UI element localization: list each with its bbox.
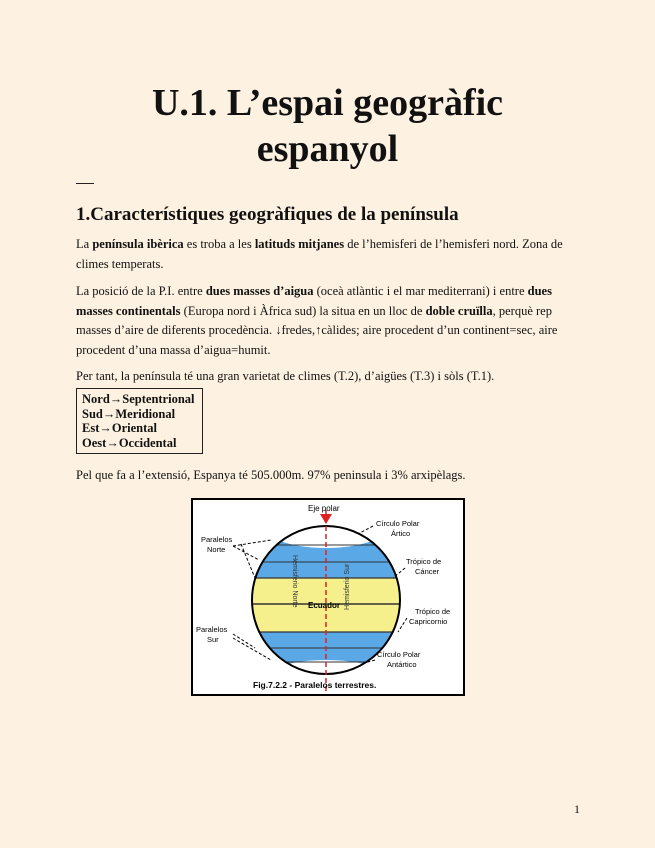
p2-bold-2: dues masses continentals [76, 284, 552, 318]
direction-row: Est→Oriental [82, 421, 158, 435]
p2-text-3: (Europa nord i Àfrica sud) la situa en un lloc de [180, 303, 426, 318]
direction-row: Nord→Septentrional [82, 392, 195, 406]
leader-line [233, 546, 259, 560]
label-tropico-cancer-2: Cáncer [415, 567, 440, 576]
parallels-figure [191, 498, 465, 696]
title-line-1: U.1. L’espai geogràfic [151, 82, 504, 124]
label-circulo-antartico-2: Antártico [387, 660, 417, 669]
label-ecuador: Ecuador [308, 601, 341, 610]
paragraph-position [76, 282, 580, 360]
label-paralelos-sur-2: Sur [207, 635, 219, 644]
title-line-2: espanyol [256, 128, 399, 170]
leader-line [358, 526, 373, 534]
label-circulo-artico-1: Círculo Polar [376, 519, 420, 528]
label-hemisferio-sur: Hemisferio Sur [344, 563, 351, 610]
p1-bold-1: península ibèrica [92, 237, 184, 251]
label-paralelos-norte-2: Norte [207, 545, 226, 554]
p2-bold-1: dues masses d’aigua [205, 284, 314, 298]
leader-line [233, 540, 271, 546]
figure-caption: Fig.7.2.2 - Paralelos terrestres. [253, 680, 377, 690]
leader-line [241, 544, 255, 578]
label-eje-polar: Eje polar [308, 504, 340, 513]
title-divider [76, 183, 94, 184]
section-heading: 1.Característiques geogràfiques de la península [76, 204, 459, 225]
page-number: 1 [574, 802, 580, 816]
label-tropico-capricornio-1: Trópico de [415, 607, 451, 616]
label-circulo-antartico-1: Círculo Polar [377, 650, 421, 659]
page-title [0, 80, 655, 172]
p2-text-4: , perquè rep masses d’aire de diferents procedència. ↓fredes,↑càlides; aire procedent d’un continent=sec, aire procedent d’una massa d’aigua=humit. [76, 303, 558, 357]
leader-line [398, 618, 407, 632]
globe-diagram [193, 500, 463, 694]
label-circulo-artico-2: Ártico [391, 529, 411, 538]
leader-line [233, 634, 255, 648]
paragraph-latitude [76, 235, 580, 274]
directions-box [76, 388, 203, 454]
p1-text-3: de l’hemisferi de l’hemisferi nord. Zona de climes temperats. [76, 237, 563, 271]
label-tropico-cancer-1: Trópico de [406, 557, 442, 566]
label-hemisferio-norte: Hemisferio Norte [291, 555, 298, 608]
direction-row: Oest→Occidental [82, 435, 177, 450]
p2-bold-3: doble cruïlla [425, 303, 493, 318]
label-paralelos-norte-1: Paralelos [201, 535, 233, 544]
p1-text-2: es troba a les [183, 237, 255, 251]
paragraph-variety: Per tant, la península té una gran varietat de climes (T.2), d’aigües (T.3) i sòls (T.1). [76, 369, 495, 383]
paragraph-extension: Pel que fa a l’extensió, Espanya té 505.000m. 97% peninsula i 3% arxipèlags. [76, 468, 466, 482]
label-paralelos-sur-1: Paralelos [196, 625, 228, 634]
direction-row: Sud→Meridional [82, 406, 176, 421]
p1-text-1: La [76, 237, 93, 251]
p2-text-1: La posició de la P.I. entre [76, 284, 206, 298]
axis-arrow-icon [320, 514, 332, 524]
p1-bold-2: latituds mitjanes [254, 237, 345, 251]
label-tropico-capricornio-2: Capricornio [409, 617, 448, 626]
p2-text-2: (oceà atlàntic i el mar mediterrani) i entre [313, 284, 528, 298]
